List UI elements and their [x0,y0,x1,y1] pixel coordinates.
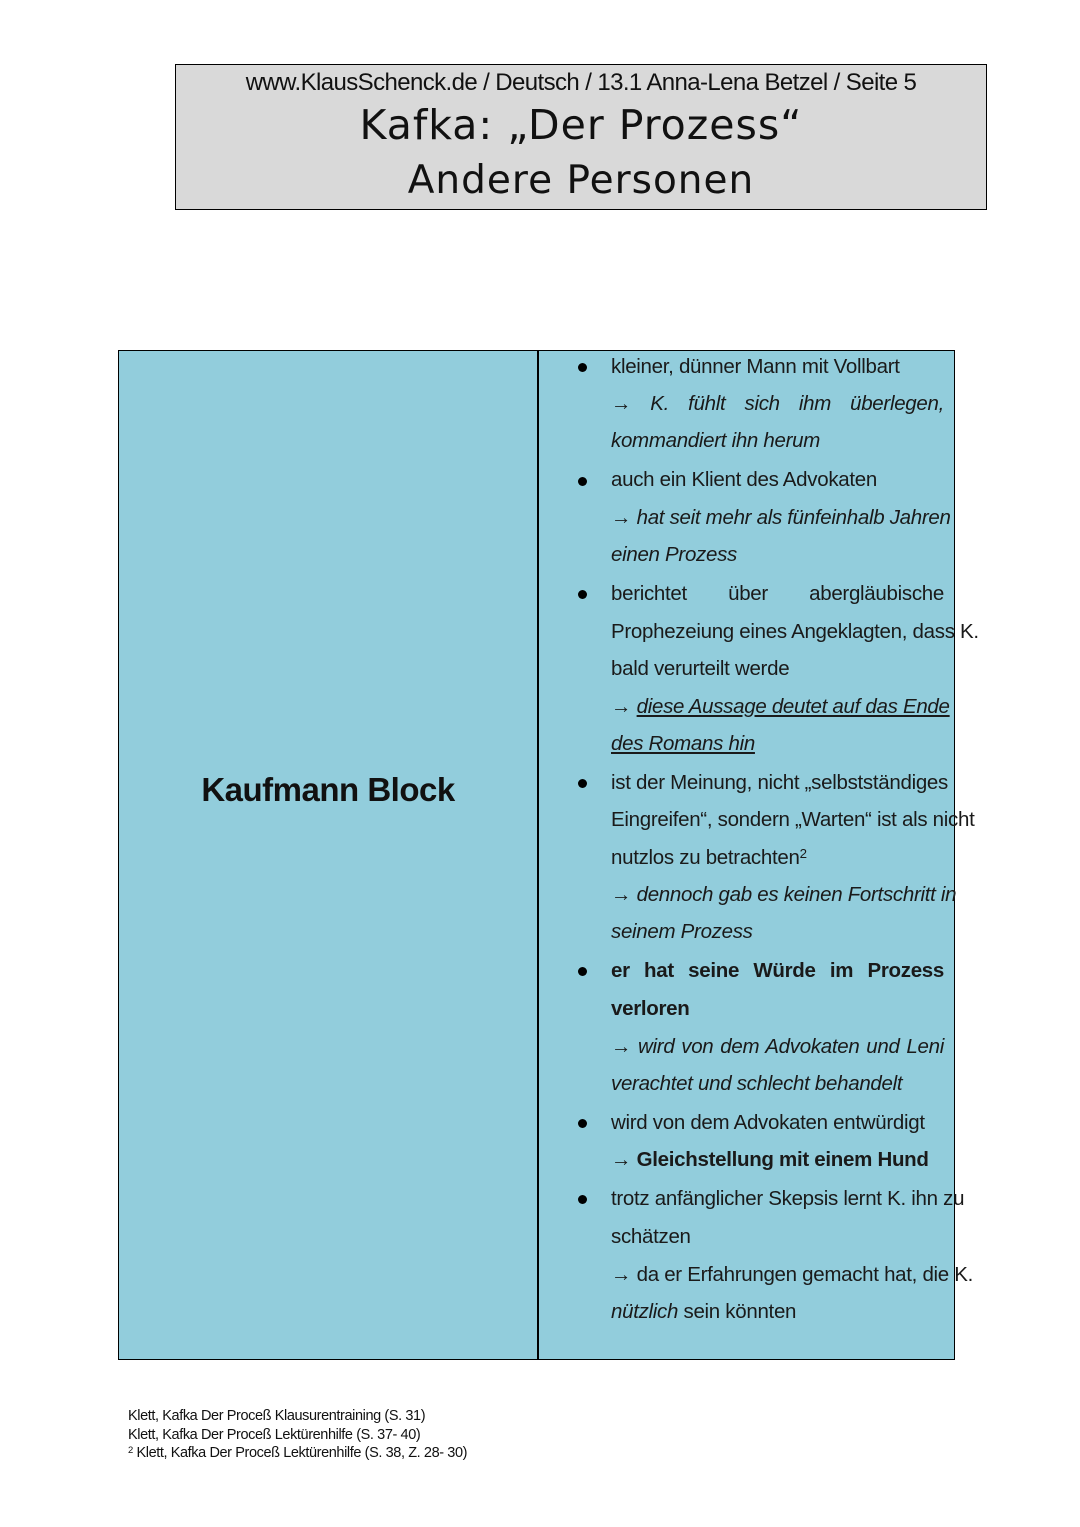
text-line: kleiner, dünner Mann mit Vollbart [611,355,900,378]
text-line: verachtet und schlecht behandelt [611,1072,903,1095]
text-line: trotz anfänglicher Skepsis lernt K. ihn zu [611,1187,965,1210]
bullet-3 [578,590,587,599]
header-box [175,64,987,210]
text-line: berichtet über abergläubische [611,582,944,605]
text-line: bald verurteilt werde [611,657,790,680]
document-title: Kafka: „Der Prozess“ [359,101,803,149]
footnote-2: Klett, Kafka Der Proceß Lektürenhilfe (S. 37- 40) [128,1426,421,1443]
text-line: Prophezeiung eines Angeklagten, dass K. [611,620,979,643]
text-line: ist der Meinung, nicht „selbstständiges [611,771,948,794]
text-line: schätzen [611,1225,691,1248]
text-line: verloren [611,997,690,1020]
footnotes [128,1407,467,1463]
text-line: → Gleichstellung mit einem Hund [611,1148,929,1171]
text-line: er hat seine Würde im Prozess [611,959,944,982]
document-subtitle: Andere Personen [407,158,755,203]
character-name-cell [119,351,537,1359]
text-line: → wird von dem Advokaten und Leni [611,1035,944,1058]
text-line: Eingreifen“, sondern „Warten“ ist als nicht [611,808,975,831]
column-divider [537,351,539,1359]
bullet-2 [578,477,587,486]
text-line: einen Prozess [611,543,738,566]
text-line: → K. fühlt sich ihm überlegen, [611,392,944,415]
bullet-1 [578,363,587,372]
text-line: des Romans hin [611,732,755,755]
bullet-6 [578,1119,587,1128]
text-line: nützlich sein könnten [611,1300,797,1323]
bullet-5 [578,967,587,976]
text-line: auch ein Klient des Advokaten [611,468,877,491]
text-line: nutzlos zu betrachten$^2$ [611,846,807,869]
text-line: → da er Erfahrungen gemacht hat, die K. [611,1263,974,1286]
text-line: wird von dem Advokaten entwürdigt [611,1111,925,1134]
character-name: Kaufmann Block [201,771,455,808]
text-line: kommandiert ihn herum [611,429,821,452]
bullet-4 [578,779,587,788]
text-line: → dennoch gab es keinen Fortschritt in [611,883,957,906]
text-line: → diese Aussage deutet auf das Ende [611,695,950,718]
footnote-1: Klett, Kafka Der Proceß Klausurentraining (S. 31) [128,1408,426,1424]
header-url-line: www.KlausSchenck.de / Deutsch / 13.1 Anna-Lena Betzel / Seite 5 [245,69,917,96]
text-line: seinem Prozess [611,920,753,943]
bullet-7 [578,1195,587,1204]
footnote-3: $^2$ Klett, Kafka Der Proceß Lektürenhilfe (S. 38, Z. 28- 30) [128,1443,468,1461]
text-line: → hat seit mehr als fünfeinhalb Jahren [611,506,951,529]
